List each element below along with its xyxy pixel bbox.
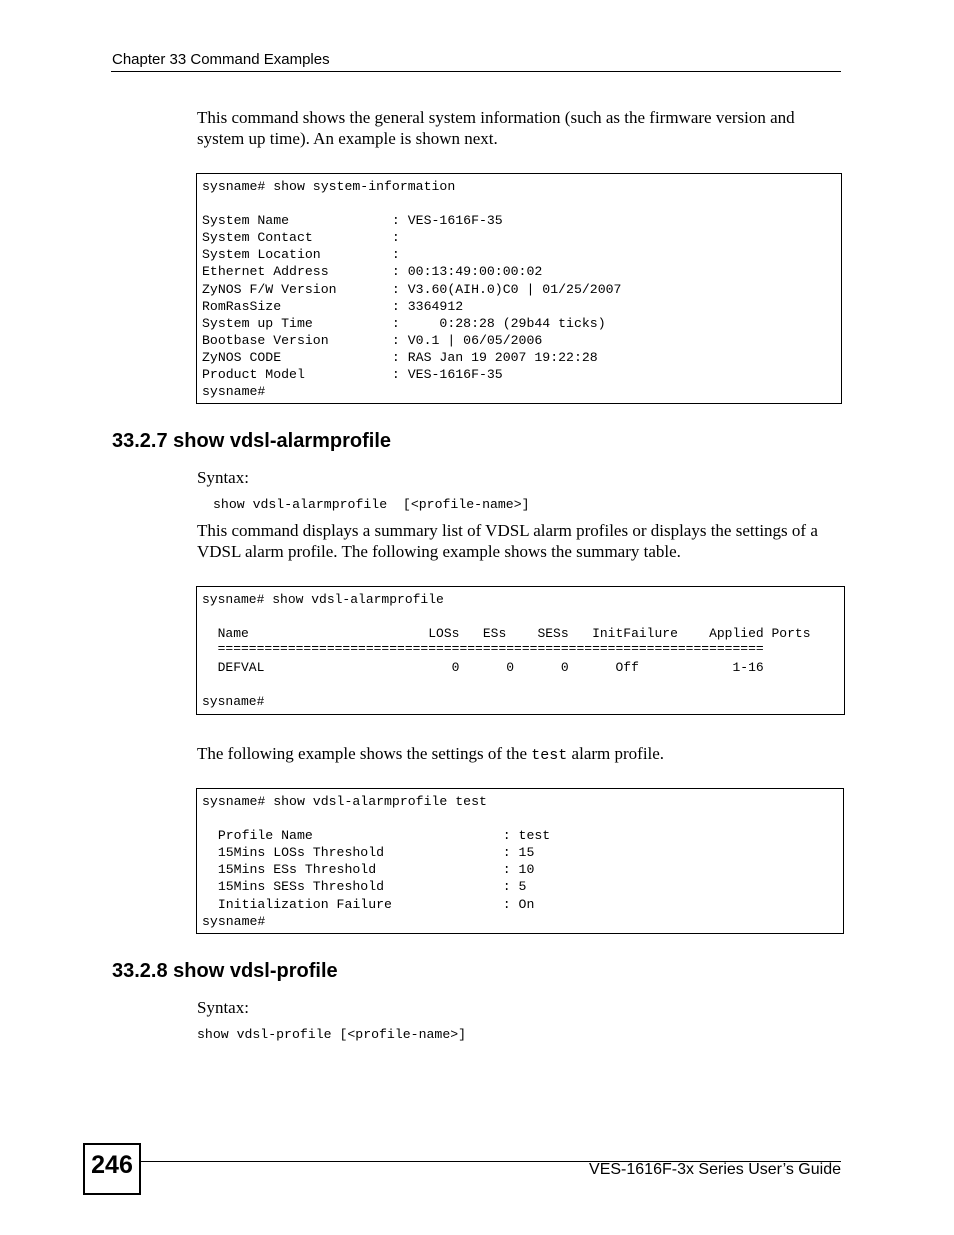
- code-line: Bootbase Version : V0.1 | 06/05/2006: [202, 332, 543, 348]
- intro-text-end: alarm profile.: [567, 744, 665, 763]
- inline-code: test: [531, 747, 568, 764]
- header-divider: [111, 71, 841, 72]
- code-line: sysname# show vdsl-alarmprofile: [202, 592, 444, 607]
- intro-line-2: system up time). An example is shown next.: [197, 129, 498, 148]
- code-line: ======================================================================: [202, 641, 764, 657]
- code-lines: [202, 591, 811, 711]
- test-profile-intro: [197, 743, 664, 766]
- code-block-alarmprofile-test: [196, 788, 844, 934]
- code-line: sysname#: [202, 913, 266, 929]
- code-line: [202, 810, 550, 827]
- syntax-label: Syntax:: [197, 468, 249, 487]
- code-line: Ethernet Address : 00:13:49:00:00:02: [202, 264, 543, 280]
- code-line: sysname# show vdsl-alarmprofile test: [202, 794, 487, 809]
- code-line: Product Model : VES-1616F-35: [202, 367, 503, 383]
- code-line: System up Time : 0:28:28 (29b44 ticks): [202, 315, 606, 331]
- code-line: Initialization Failure : On: [202, 896, 535, 912]
- code-line: [202, 608, 811, 625]
- code-line: 15Mins LOSs Threshold : 15: [202, 845, 535, 861]
- code-block-alarmprofile-summary: [196, 586, 845, 715]
- intro-line-1: This command shows the general system information (such as the firmware version and: [197, 108, 795, 127]
- section-heading-profile: 33.2.8 show vdsl-profile: [112, 960, 338, 982]
- code-line: ZyNOS F/W Version : V3.60(AIH.0)C0 | 01/25/2007: [202, 281, 622, 297]
- code-line: [202, 676, 811, 693]
- section-heading-alarmprofile: 33.2.7 show vdsl-alarmprofile: [112, 430, 391, 452]
- code-line: ZyNOS CODE : RAS Jan 19 2007 19:22:28: [202, 349, 598, 365]
- intro-paragraph: [197, 107, 795, 149]
- alarmprofile-description: [197, 520, 818, 562]
- code-line: DEFVAL 0 0 0 Off 1-16: [202, 660, 764, 676]
- code-line: System Contact :: [202, 230, 400, 246]
- syntax-command: show vdsl-profile [<profile-name>]: [197, 1027, 467, 1042]
- intro-text: The following example shows the settings of the: [197, 744, 532, 763]
- code-block-system-information: [196, 173, 842, 404]
- syntax-label: Syntax:: [197, 998, 249, 1017]
- chapter-title: Chapter 33 Command Examples: [112, 51, 330, 68]
- code-line: sysname#: [202, 694, 265, 710]
- description-line-1: This command displays a summary list of VDSL alarm profiles or displays the settings of a: [197, 521, 818, 540]
- code-line: [202, 195, 621, 212]
- page-number: 246: [91, 1151, 133, 1179]
- code-line: System Location :: [202, 247, 400, 263]
- code-line: sysname#: [202, 384, 266, 400]
- code-lines: [202, 178, 621, 400]
- code-line: Profile Name : test: [202, 828, 551, 844]
- code-lines: [202, 793, 550, 930]
- code-line: System Name : VES-1616F-35: [202, 213, 503, 229]
- guide-title: VES-1616F-3x Series User’s Guide: [589, 1161, 841, 1178]
- syntax-command: show vdsl-alarmprofile [<profile-name>]: [213, 497, 530, 512]
- code-line: 15Mins ESs Threshold : 10: [202, 862, 535, 878]
- code-line: Name LOSs ESs SESs InitFailure Applied Ports: [202, 626, 811, 642]
- code-line: 15Mins SESs Threshold : 5: [202, 879, 527, 895]
- code-line: RomRasSize : 3364912: [202, 298, 464, 314]
- description-line-2: VDSL alarm profile. The following example shows the summary table.: [197, 542, 681, 561]
- code-line: sysname# show system-information: [202, 179, 456, 194]
